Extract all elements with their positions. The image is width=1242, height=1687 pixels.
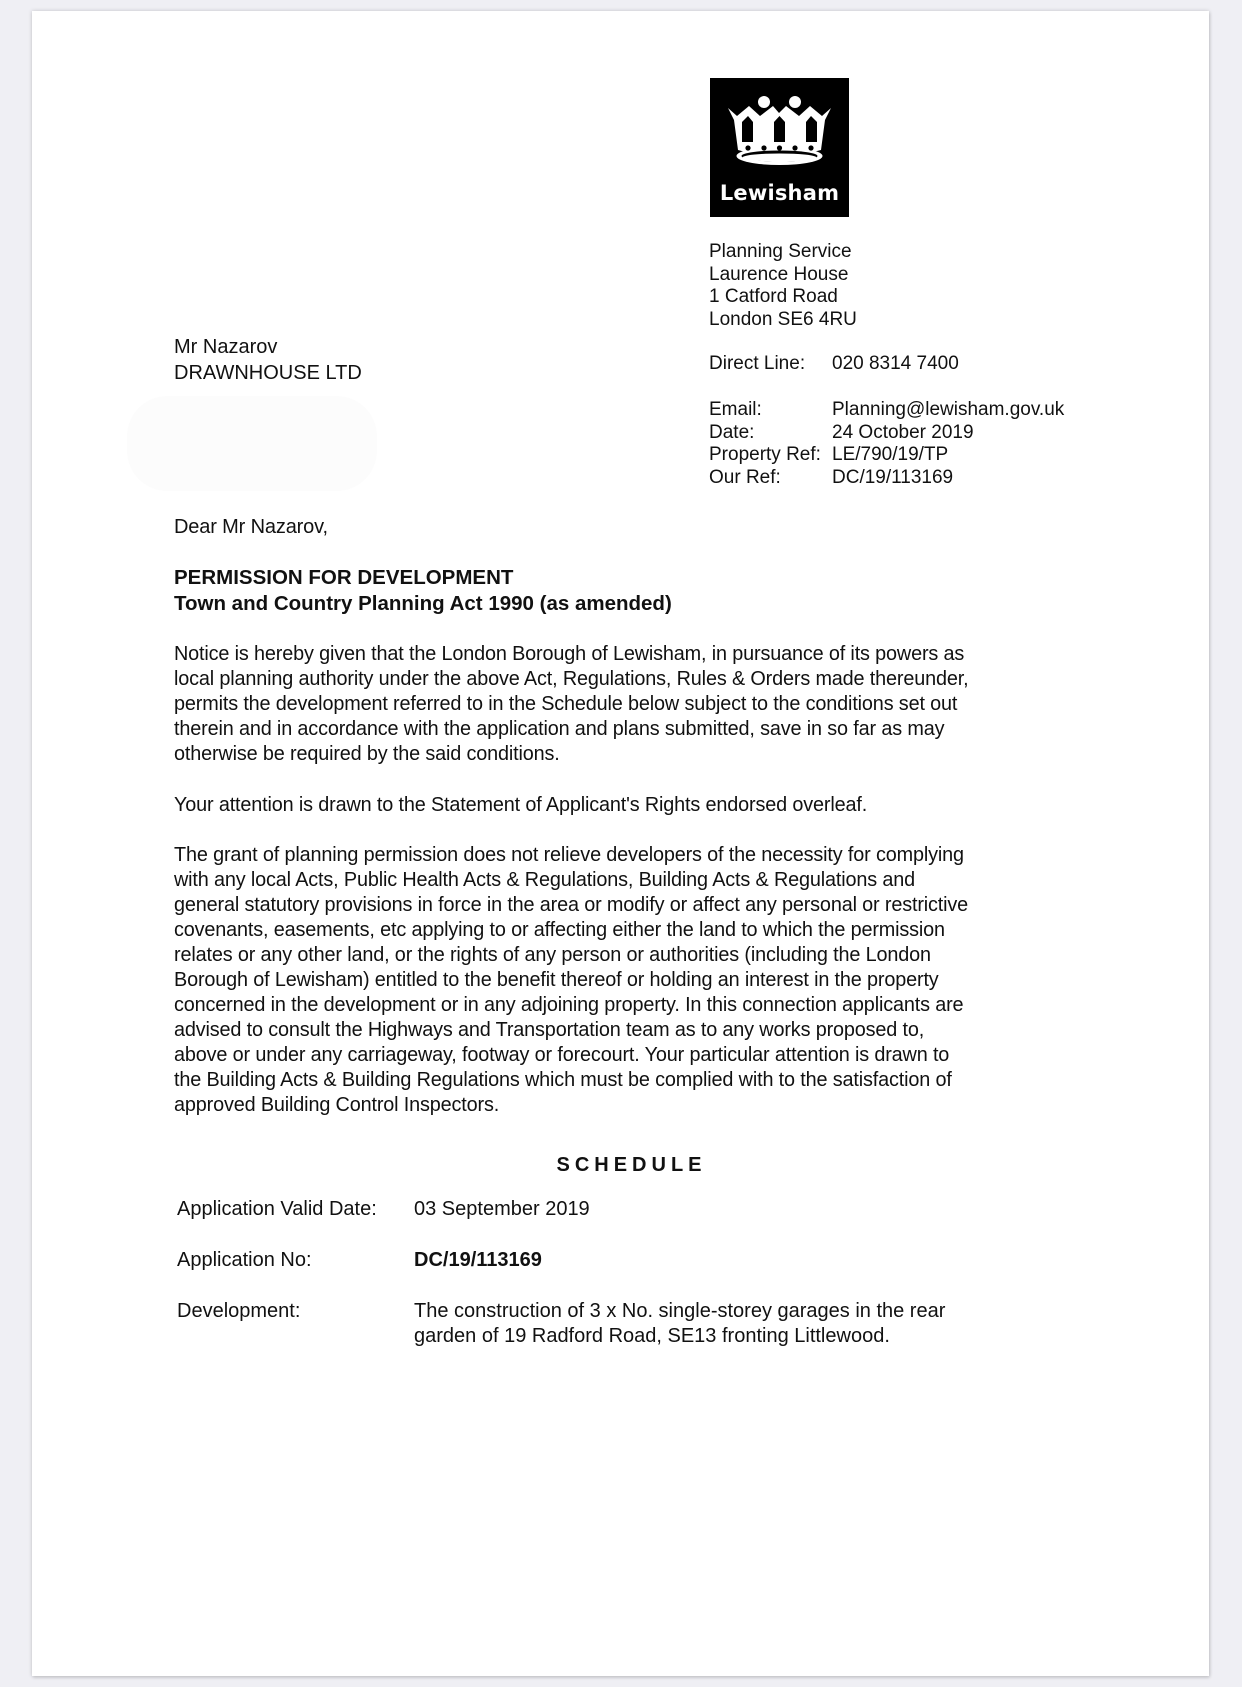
detail-label: Date: (709, 421, 755, 443)
heading-subtitle: Town and Country Planning Act 1990 (as amended) (174, 592, 672, 615)
recipient-name: Mr Nazarov (174, 336, 278, 358)
paragraph-line: otherwise be required by the said conditions. (174, 743, 560, 765)
notice-paragraph (174, 642, 1094, 767)
paragraph-line: advised to consult the Highways and Transportation team as to any works proposed to, (174, 1019, 925, 1041)
schedule-title: SCHEDULE (556, 1154, 707, 1176)
recipient-company: DRAWNHOUSE LTD (174, 361, 362, 384)
detail-row-property-ref (709, 444, 1064, 467)
paragraph-line: concerned in the development or in any adjoining property. In this connection applicants are (174, 994, 964, 1016)
direct-line (709, 353, 959, 376)
paragraph-line: general statutory provisions in force in the area or modify or affect any personal or restrictive (174, 894, 969, 916)
paragraph-line: covenants, easements, etc applying to or affecting either the land to which the permission (174, 919, 945, 941)
application-no-value: DC/19/113169 (414, 1249, 542, 1271)
sender-address (709, 241, 857, 331)
paragraph-line: approved Building Control Inspectors. (174, 1094, 500, 1116)
attention-paragraph (174, 793, 1094, 818)
faint-stamp (127, 396, 377, 491)
development-line: garden of 19 Radford Road, SE13 fronting Littlewood. (414, 1325, 890, 1347)
paragraph-line: therein and in accordance with the application and plans submitted, save in so far as may (174, 718, 945, 740)
paragraph-line: permits the development referred to in the Schedule below subject to the conditions set out (174, 693, 958, 715)
crown-icon (724, 92, 835, 172)
address-line: Laurence House (709, 263, 849, 285)
address-line: 1 Catford Road (709, 286, 838, 308)
paragraph-line: Borough of Lewisham) entitled to the benefit thereof or holding an interest in the property (174, 969, 939, 991)
heading-title: PERMISSION FOR DEVELOPMENT (174, 566, 514, 589)
schedule-label: Development: (177, 1300, 301, 1322)
email-value[interactable]: Planning@lewisham.gov.uk (832, 399, 1065, 420)
schedule-label: Application No: (177, 1249, 312, 1271)
detail-row-our-ref (709, 467, 1064, 490)
development-value (414, 1299, 945, 1349)
direct-line-label: Direct Line: (709, 353, 806, 374)
property-ref-value: LE/790/19/TP (832, 444, 949, 466)
direct-line-value: 020 8314 7400 (832, 353, 959, 374)
paragraph-line: Notice is hereby given that the London Borough of Lewisham, in pursuance of its powers as (174, 643, 965, 665)
paragraph-line: The grant of planning permission does not relieve developers of the necessity for complying (174, 844, 964, 866)
paragraph-line: with any local Acts, Public Health Acts & Regulations, Building Acts & Regulations and (174, 869, 916, 891)
lewisham-logo (710, 78, 849, 217)
letter-details (709, 399, 1064, 489)
schedule-label: Application Valid Date: (177, 1198, 377, 1220)
letter-heading (174, 565, 1094, 617)
logo-text: Lewisham (719, 181, 840, 205)
date-value: 24 October 2019 (832, 421, 974, 443)
paragraph-line: above or under any carriageway, footway or forecourt. Your particular attention is drawn to (174, 1044, 950, 1066)
paragraph-line: local planning authority under the above Act, Regulations, Rules & Orders made thereunder, (174, 668, 969, 690)
paragraph-line: the Building Acts & Building Regulations which must be complied with to the satisfaction of (174, 1069, 952, 1091)
paragraph-line: Your attention is drawn to the Statement of Applicant's Rights endorsed overleaf. (174, 794, 868, 816)
detail-label: Email: (709, 399, 762, 420)
salutation: Dear Mr Nazarov, (174, 516, 328, 538)
detail-row-date (709, 422, 1064, 445)
recipient-block (174, 335, 362, 386)
detail-row-email (709, 399, 1064, 422)
address-line: London SE6 4RU (709, 308, 857, 330)
address-line: Planning Service (709, 241, 852, 262)
letter-page (32, 11, 1209, 1676)
grant-paragraph (174, 843, 1094, 1118)
valid-date-value: 03 September 2019 (414, 1198, 590, 1220)
detail-label: Property Ref: (709, 444, 821, 466)
our-ref-value: DC/19/113169 (832, 466, 954, 488)
development-line: The construction of 3 x No. single-storey garages in the rear (414, 1300, 946, 1322)
detail-label: Our Ref: (709, 466, 781, 488)
paragraph-line: relates or any other land, or the rights of any person or authorities (including the London (174, 944, 931, 966)
